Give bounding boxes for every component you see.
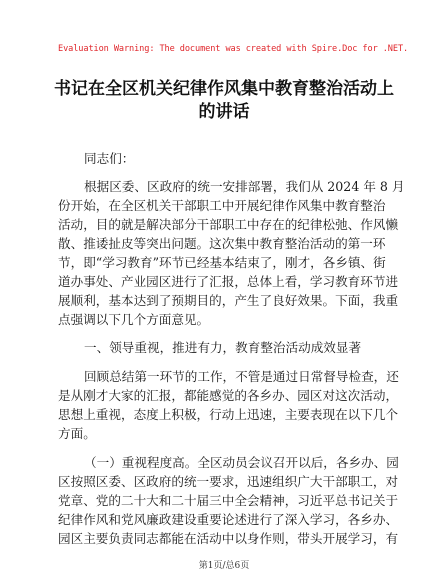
body-line: 节，即“学习教育”环节已经基本结束了，刚才，各乡镇、街 (58, 255, 386, 270)
body-line: 道办事处、产业园区进行了汇报，总体上看，学习教育环节进 (58, 274, 399, 289)
document-title-line-2: 的讲话 (198, 102, 250, 122)
body-line: 根据区委、区政府的统一安排部署，我们从 2024 年 8 月 (84, 179, 405, 194)
salutation: 同志们： (84, 151, 135, 166)
body-line: 活动，目的就是解决部分干部职工中存在的纪律松弛、作风懒 (58, 217, 399, 232)
body-line: （一）重视程度高。全区动员会议召开以后，各乡办、园 (84, 455, 399, 470)
page-footer: 第1页/总6页 (198, 561, 250, 571)
evaluation-warning: Evaluation Warning: The document was created with Spire.Doc for .NET. (58, 44, 409, 54)
body-line: 回顾总结第一环节的工作，不管是通过日常督导检查，还 (84, 369, 399, 384)
body-line: 展顺利，基本达到了预期目的，产生了良好效果。下面，我重 (58, 293, 399, 308)
body-line: 园区主要负责同志都能在活动中以身作则，带头开展学习，有 (58, 531, 399, 546)
body-line: 方面。 (58, 426, 96, 441)
body-line: 纪律作风和党风廉政建设重要论述进行了深入学习，各乡办、 (58, 512, 399, 527)
body-line: 思想上重视，态度上积极，行动上迅速，主要表现在以下几个 (58, 407, 399, 422)
section-heading: 一、领导重视，推进有力，教育整治活动成效显著 (84, 340, 362, 355)
body-line: 份开始，在全区机关干部职工中开展纪律作风集中教育整治 (58, 198, 386, 213)
body-line: 散、推诿扯皮等突出问题。这次集中教育整治活动的第一环 (58, 236, 386, 251)
body-line: 点强调以下几个方面意见。 (58, 312, 210, 327)
body-line: 党章、党的二十大和二十届三中全会精神，习近平总书记关于 (58, 493, 399, 508)
body-line: 是从刚才大家的汇报，都能感觉的各乡办、园区对这次活动， (58, 388, 399, 403)
body-line: 区按照区委、区政府的统一要求，迅速组织广大干部职工，对 (58, 474, 399, 489)
document-title-line-1: 书记在全区机关纪律作风集中教育整治活动上 (54, 79, 394, 99)
